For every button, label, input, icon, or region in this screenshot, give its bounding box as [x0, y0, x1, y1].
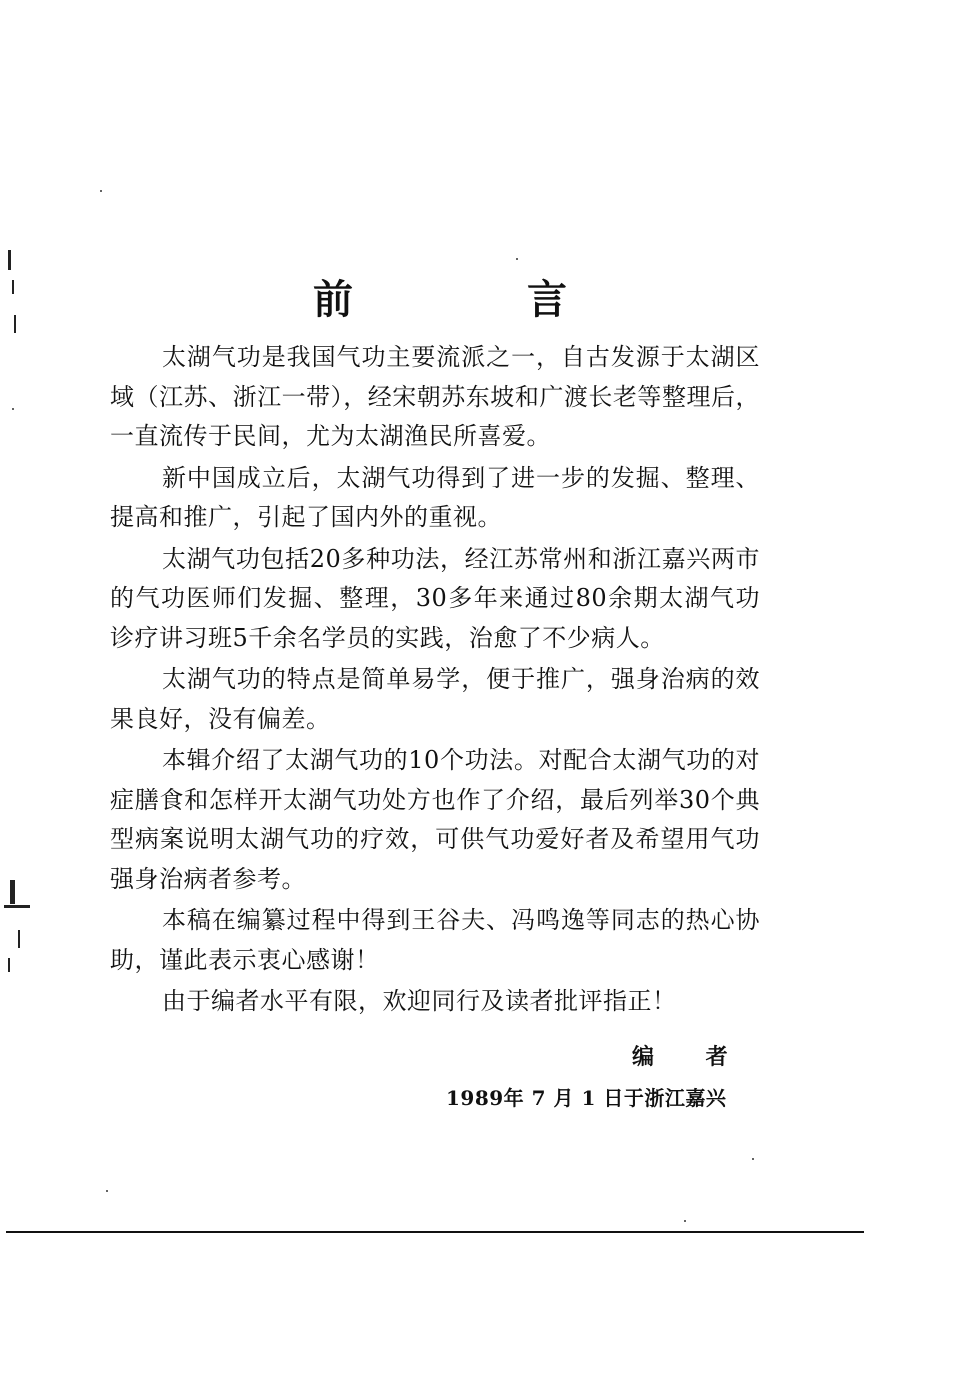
scan-mark — [10, 880, 15, 904]
paragraph: 本辑介绍了太湖气功的10个功法。对配合太湖气功的对症膳食和怎样开太湖气功处方也作了介绍，最后列举30个典型病案说明太湖气功的疗效，可供气功爱好者及希望用气功强身治病者参考。 — [110, 746, 760, 893]
scan-speck — [106, 1190, 108, 1192]
scan-speck — [684, 1220, 686, 1222]
paragraph: 太湖气功是我国气功主要流派之一，自古发源于太湖区域（江苏、浙江一带），经宋朝苏东坡和广渡长老等整理后，一直流传于民间，尤为太湖渔民所喜爱。 — [110, 343, 760, 450]
paragraph: 新中国成立后，太湖气功得到了进一步的发掘、整理、提高和推广，引起了国内外的重视。 — [110, 463, 760, 531]
scan-mark — [8, 250, 11, 270]
paragraph: 太湖气功包括20多种功法，经江苏常州和浙江嘉兴两市的气功医师们发掘、整理，30多年来通过80余期太湖气功诊疗讲习班5千余名学员的实践，治愈了不少病人。 — [110, 544, 760, 652]
editor-signature: 编 者 — [632, 1044, 750, 1070]
preface-body — [110, 338, 760, 1024]
paragraph: 太湖气功的特点是简单易学，便于推广，强身治病的效果良好，没有偏差。 — [110, 665, 760, 733]
scan-mark — [4, 905, 30, 908]
date-line: 1989年 7 月 1 日于浙江嘉兴 — [446, 1086, 727, 1110]
scan-mark — [8, 958, 10, 972]
scan-speck — [516, 258, 518, 260]
page-title: 前 言 — [313, 276, 647, 323]
bottom-rule — [6, 1231, 864, 1233]
scan-speck — [752, 1158, 754, 1160]
paragraph: 由于编者水平有限，欢迎同行及读者批评指正！ — [162, 987, 677, 1015]
scan-speck — [100, 190, 102, 192]
scan-speck — [12, 408, 14, 410]
scan-mark — [18, 930, 20, 948]
paragraph: 本稿在编纂过程中得到王谷夫、冯鸣逸等同志的热心协助，谨此表示衷心感谢！ — [110, 906, 760, 974]
